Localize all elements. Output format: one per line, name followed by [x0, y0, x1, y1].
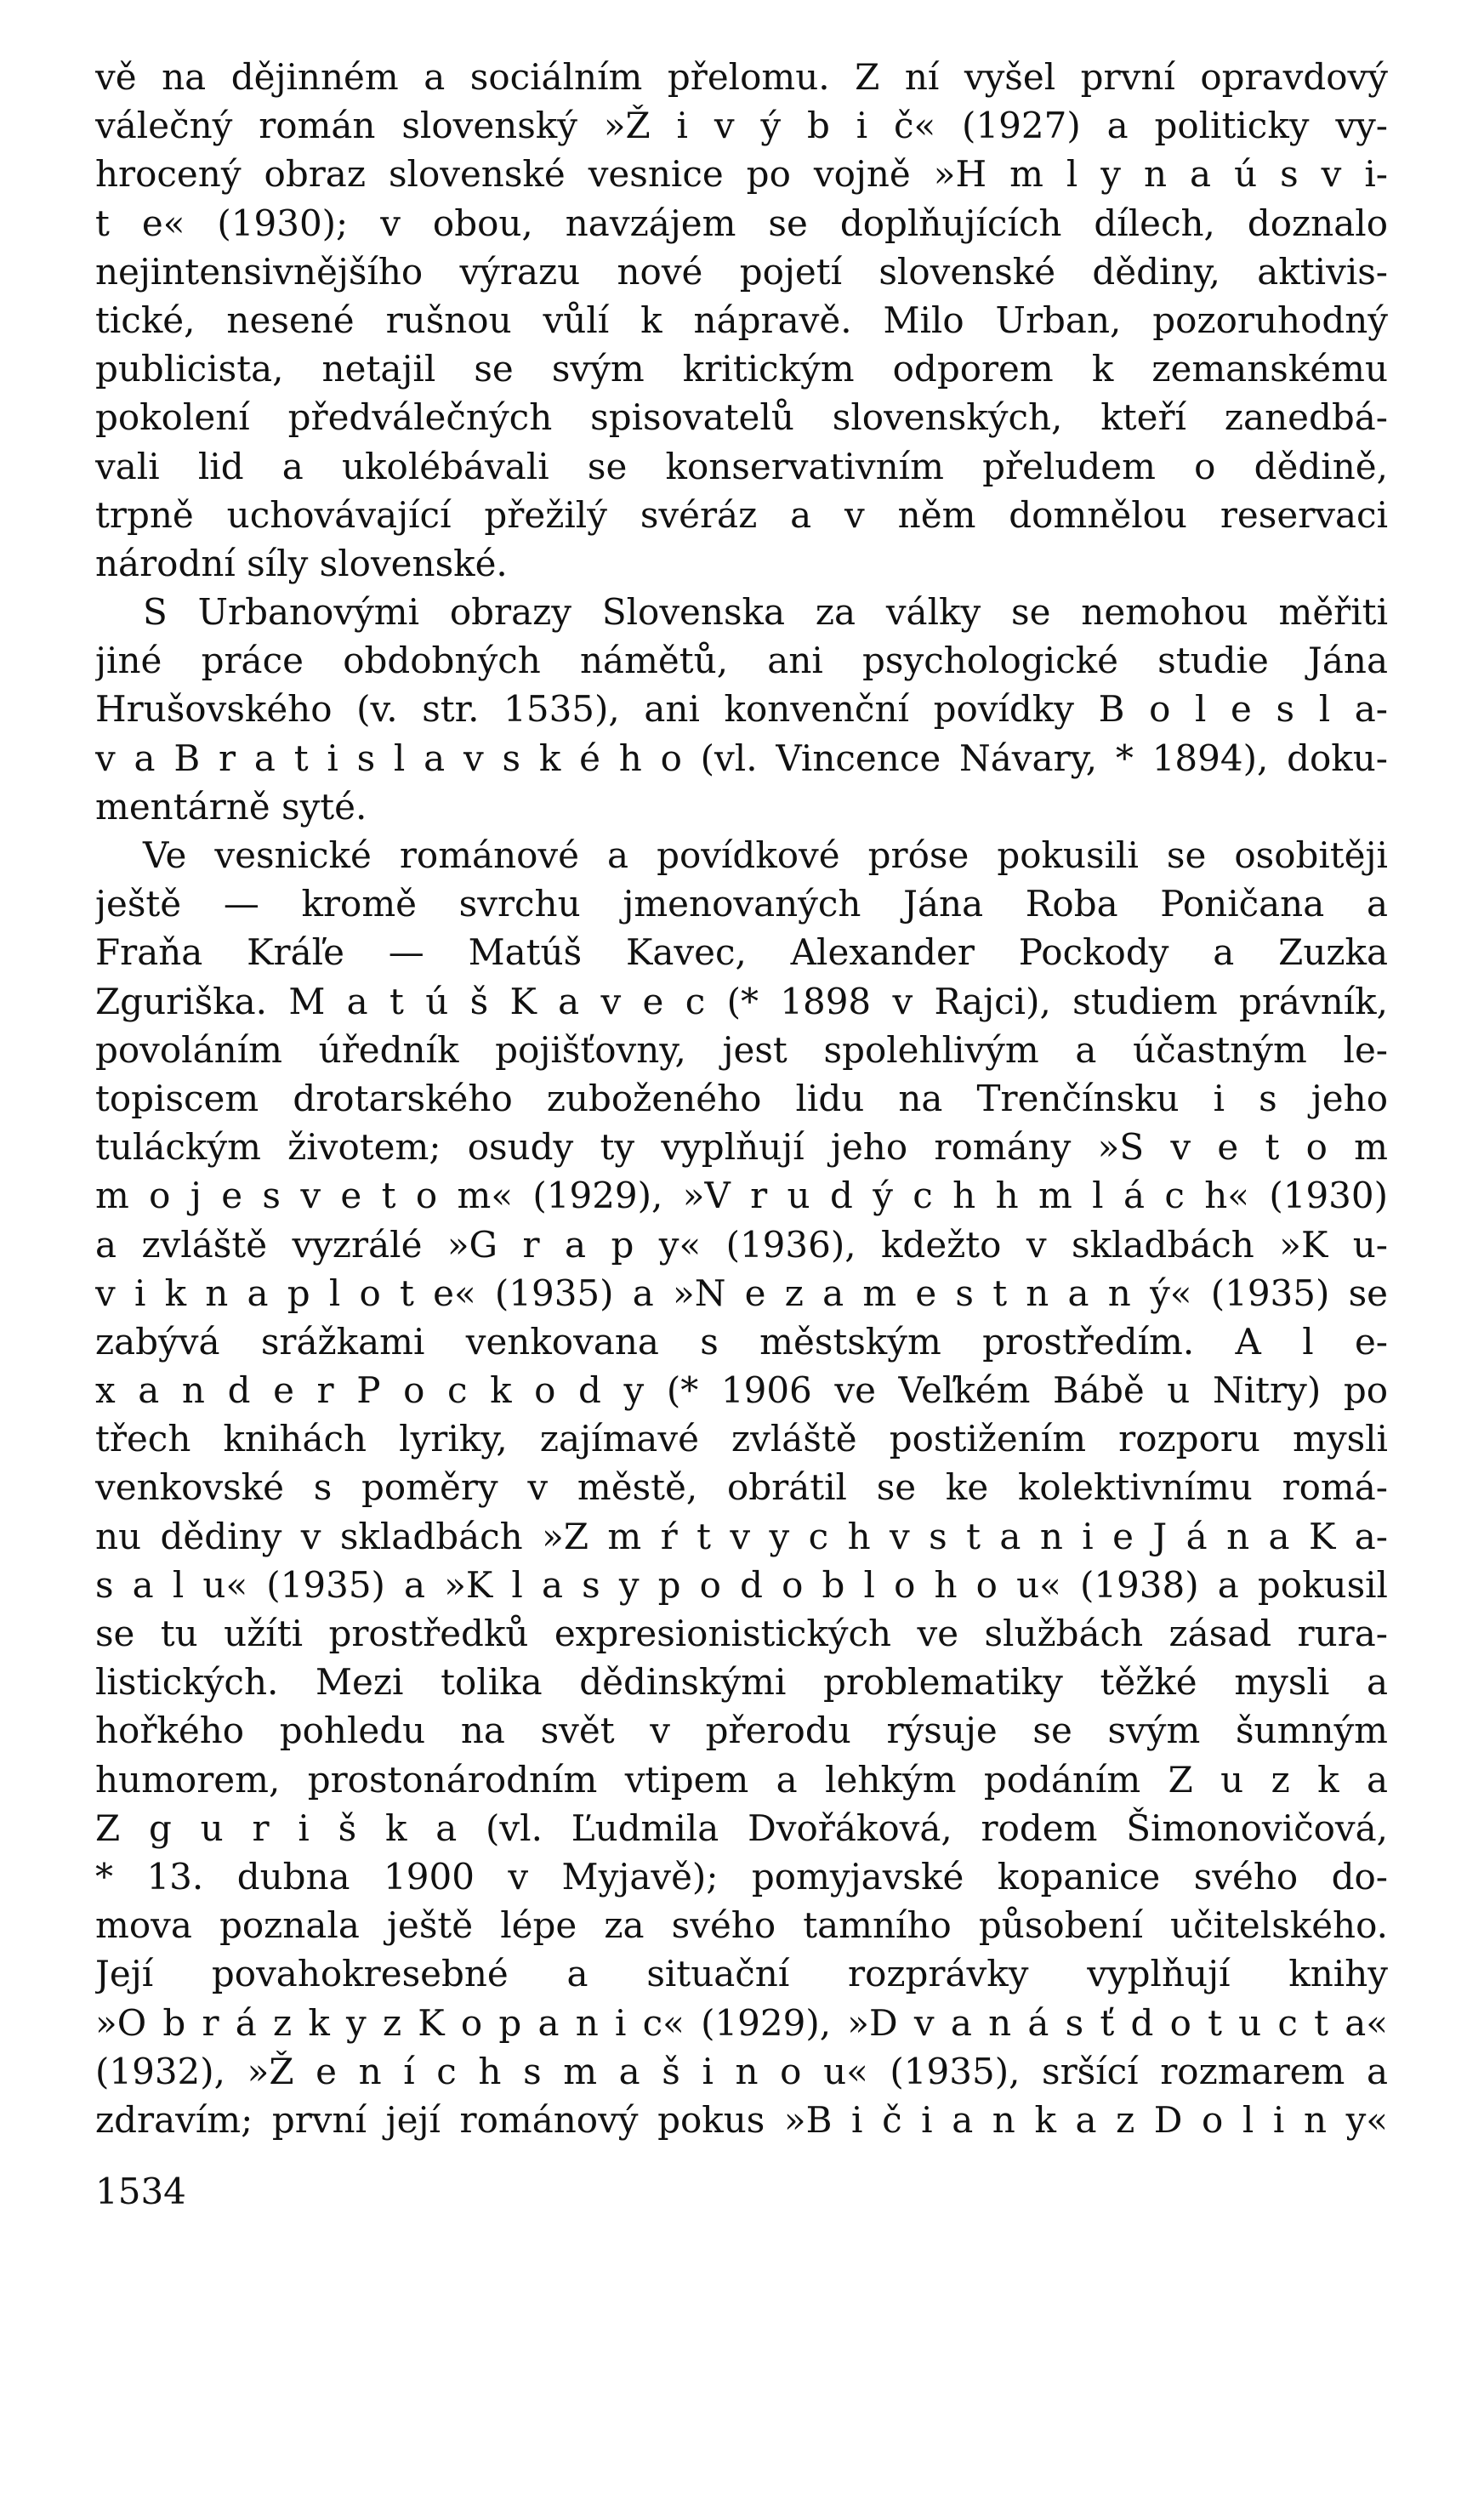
- text-line: m o j e s v e t o m« (1929), »V r u d ý c h h m l á c h« (1930): [95, 1175, 1388, 1217]
- text-line: povoláním úředník pojišťovny, jest spolehlivým a účastným le-: [95, 1028, 1388, 1071]
- text-line: s a l u« (1935) a »K l a s y p o d o b l o h o u« (1938) a pokusil: [95, 1563, 1388, 1606]
- text-line: Zguriška. M a t ú š K a v e c (* 1898 v Rajci), studiem právník,: [95, 980, 1388, 1022]
- text-line: zabývá srážkami venkovana s městským prostředím. A l e-: [95, 1320, 1388, 1363]
- text-line: válečný román slovenský »Ž i v ý b i č« (1927) a politicky vy-: [95, 105, 1388, 147]
- text-line: nejintensivnějšího výrazu nové pojetí slovenské dědiny, aktivis-: [95, 250, 1388, 293]
- text-line: »O b r á z k y z K o p a n i c« (1929), »D v a n á s ť d o t u c t a«: [95, 2001, 1388, 2044]
- paragraph-3: [95, 831, 1388, 2144]
- paragraph-1: [95, 53, 1388, 588]
- text-line: (1932), »Ž e n í c h s m a š i n o u« (1935), sršící rozmarem a: [95, 2050, 1388, 2092]
- text-line: zdravím; první její románový pokus »B i č i a n k a z D o l i n y«: [95, 2098, 1388, 2141]
- text-line: tické, nesené rušnou vůlí k nápravě. Milo Urban, pozoruhodný: [95, 299, 1388, 341]
- text-line: hořkého pohledu na svět v přerodu rýsuje se svým šumným: [95, 1710, 1388, 1752]
- text-line: jiné práce obdobných námětů, ani psychologické studie Jána: [95, 640, 1388, 682]
- text-line: vali lid a ukolébávali se konservativním přeludem o dědině,: [95, 445, 1388, 487]
- page-number: 1534: [95, 2171, 186, 2212]
- text-line: mova poznala ještě lépe za svého tamního působení učitelského.: [95, 1904, 1388, 1947]
- page-body: [95, 53, 1388, 2144]
- text-line: Hrušovského (v. str. 1535), ani konvenční povídky B o l e s l a-: [95, 688, 1388, 731]
- text-line: vě na dějinném a sociálním přelomu. Z ní vyšel první opravdový: [95, 56, 1388, 98]
- text-line: v a B r a t i s l a v s k é h o (vl. Vincence Návary, * 1894), doku-: [95, 737, 1388, 779]
- text-line: trpně uchovávající přežilý svéráz a v něm domnělou reservaci: [95, 493, 1388, 536]
- text-line: S Urbanovými obrazy Slovenska za války se nemohou měřiti: [143, 591, 1388, 634]
- text-line: humorem, prostonárodním vtipem a lehkým podáním Z u z k a: [95, 1758, 1388, 1801]
- text-line: ještě — kromě svrchu jmenovaných Jána Roba Poničana a: [95, 883, 1388, 925]
- text-line: a zvláště vyzrálé »G r a p y« (1936), kdežto v skladbách »K u-: [95, 1223, 1388, 1266]
- text-line: pokolení předválečných spisovatelů slovenských, kteří zanedbá-: [95, 396, 1388, 439]
- text-line: t e« (1930); v obou, navzájem se doplňujících dílech, doznalo: [95, 202, 1388, 244]
- text-line: Z g u r i š k a (vl. Ľudmila Dvořáková, rodem Šimonovičová,: [95, 1807, 1388, 1849]
- text-line: hrocený obraz slovenské vesnice po vojně »H m l y n a ú s v i-: [95, 153, 1388, 196]
- text-line: venkovské s poměry v městě, obrátil se ke kolektivnímu romá-: [95, 1466, 1388, 1509]
- text-line: nu dědiny v skladbách »Z m ŕ t v y c h v s t a n i e J á n a K a-: [95, 1515, 1388, 1557]
- text-line: v i k n a p l o t e« (1935) a »N e z a m e s t n a n ý« (1935) se: [95, 1272, 1388, 1314]
- text-line: Její povahokresebné a situační rozprávky vyplňují knihy: [95, 1953, 1388, 1995]
- text-line: x a n d e r P o c k o d y (* 1906 ve Veľkém Bábě u Nitry) po: [95, 1369, 1388, 1412]
- text-line: se tu užíti prostředků expresionistických ve službách zásad rura-: [95, 1613, 1388, 1654]
- text-line: * 13. dubna 1900 v Myjavě); pomyjavské kopanice svého do-: [95, 1855, 1388, 1898]
- paragraph-2: [95, 588, 1388, 831]
- text-line: tuláckým životem; osudy ty vyplňují jeho romány »S v e t o m: [95, 1126, 1388, 1169]
- text-line: mentárně syté.: [95, 785, 367, 828]
- text-line: národní síly slovenské.: [95, 542, 508, 584]
- text-line: Ve vesnické románové a povídkové próse pokusili se osobitěji: [143, 834, 1388, 876]
- text-line: třech knihách lyriky, zajímavé zvláště postižením rozporu mysli: [95, 1418, 1388, 1460]
- text-line: publicista, netajil se svým kritickým odporem k zemanskému: [95, 348, 1388, 390]
- text-line: topiscem drotarského zuboženého lidu na Trenčínsku i s jeho: [95, 1077, 1388, 1119]
- text-line: Fraňa Kráľe — Matúš Kavec, Alexander Pockody a Zuzka: [95, 931, 1388, 974]
- text-line: listických. Mezi tolika dědinskými problematiky těžké mysli a: [95, 1661, 1388, 1704]
